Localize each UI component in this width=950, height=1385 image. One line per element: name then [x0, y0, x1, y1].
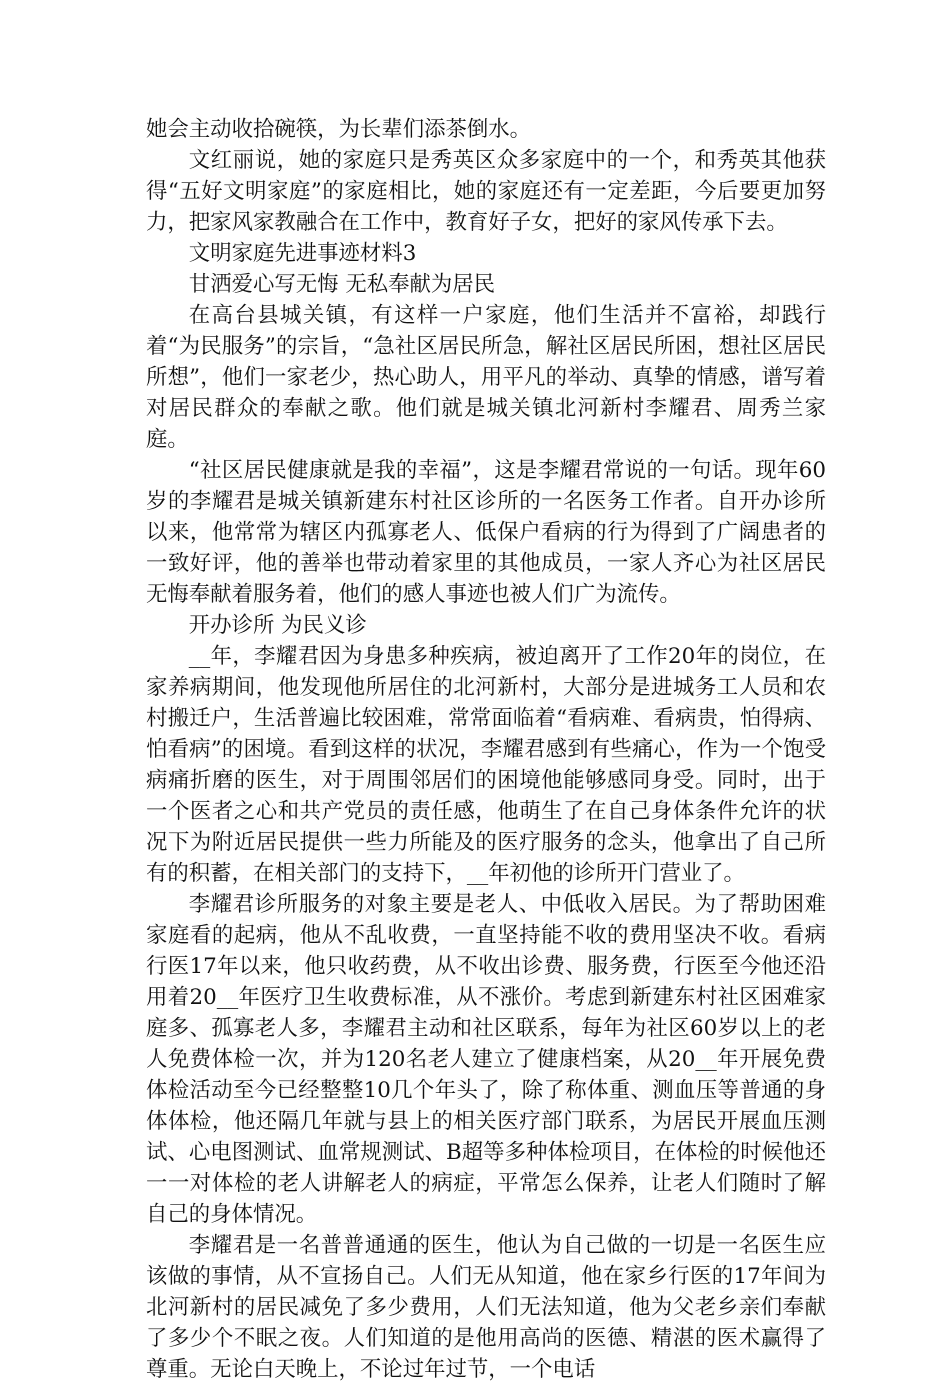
paragraph: 文红丽说，她的家庭只是秀英区众多家庭中的一个，和秀英其他获得“五好文明家庭”的家庭相比，她的家庭还有一定差距，今后要更加努力，把家风家教融合在工作中，教育好子女，把好的家风传承下去。 — [146, 148, 826, 235]
section-heading: 开办诊所 为民义诊 — [188, 613, 367, 638]
paragraph: “社区居民健康就是我的幸福”，这是李耀君常说的一句话。现年60岁的李耀君是城关镇新建东村社区诊所的一名医务工作者。自开办诊所以来，他常常为辖区内孤寡老人、低保户看病的行为得到了广阔患者的一致好评，他的善举也带动着家里的其他成员，一家人齐心为社区居民无悔奉献着服务着，他们的感人事迹也被人们广为流传。 — [146, 458, 826, 607]
paragraph: __年，李耀君因为身患多种疾病，被迫离开了工作20年的岗位，在家养病期间，他发现他所居住的北河新村，大部分是进城务工人员和农村搬迁户，生活普遍比较困难，常常面临着“看病难、看病贵，怕得病、怕看病”的困境。看到这样的状况，李耀君感到有些痛心，作为一个饱受病痛折磨的医生，对于周围邻居们的困境他能够感同身受。同时，出于一个医者之心和共产党员的责任感，他萌生了在自己身体条件允许的状况下为附近居民提供一些力所能及的医疗服务的念头，他拿出了自己所有的积蓄，在相关部门的支持下，__年初他的诊所开门营业了。 — [146, 644, 826, 886]
section-subtitle: 甘洒爱心写无悔 无私奉献为居民 — [188, 272, 496, 297]
section-title: 文明家庭先进事迹材料3 — [188, 241, 417, 266]
paragraph: 李耀君是一名普普通通的医生，他认为自己做的一切是一名医生应该做的事情，从不宣扬自己。人们无从知道，他在家乡行医的17年间为北河新村的居民减免了多少费用，人们无法知道，他为父老乡亲们奉献了多少个不眠之夜。人们知道的是他用高尚的医德、精湛的医术赢得了尊重。无论白天晚上，不论过年过节，一个电话 — [146, 1233, 826, 1382]
paragraph: 她会主动收拾碗筷，为长辈们添茶倒水。 — [146, 117, 532, 142]
document-page — [146, 114, 826, 1385]
paragraph: 在高台县城关镇，有这样一户家庭，他们生活并不富裕，却践行着“为民服务”的宗旨，“急社区居民所急，解社区居民所困，想社区居民所想”，他们一家老少，热心助人，用平凡的举动、真挚的情感，谱写着对居民群众的奉献之歌。他们就是城关镇北河新村李耀君、周秀兰家庭。 — [146, 303, 826, 452]
paragraph: 李耀君诊所服务的对象主要是老人、中低收入居民。为了帮助困难家庭看的起病，他从不乱收费，一直坚持能不收的费用坚决不收。看病行医17年以来，他只收药费，从不收出诊费、服务费，行医至今他还沿用着20__年医疗卫生收费标准，从不涨价。考虑到新建东村社区困难家庭多、孤寡老人多，李耀君主动和社区联系，每年为社区60岁以上的老人免费体检一次，并为120名老人建立了健康档案，从20__年开展免费体检活动至今已经整整10几个年头了，除了称体重、测血压等普通的身体体检，他还隔几年就与县上的相关医疗部门联系，为居民开展血压测试、心电图测试、血常规测试、B超等多种体检项目，在体检的时候他还一一对体检的老人讲解老人的病症，平常怎么保养，让老人们随时了解自己的身体情况。 — [146, 892, 826, 1227]
